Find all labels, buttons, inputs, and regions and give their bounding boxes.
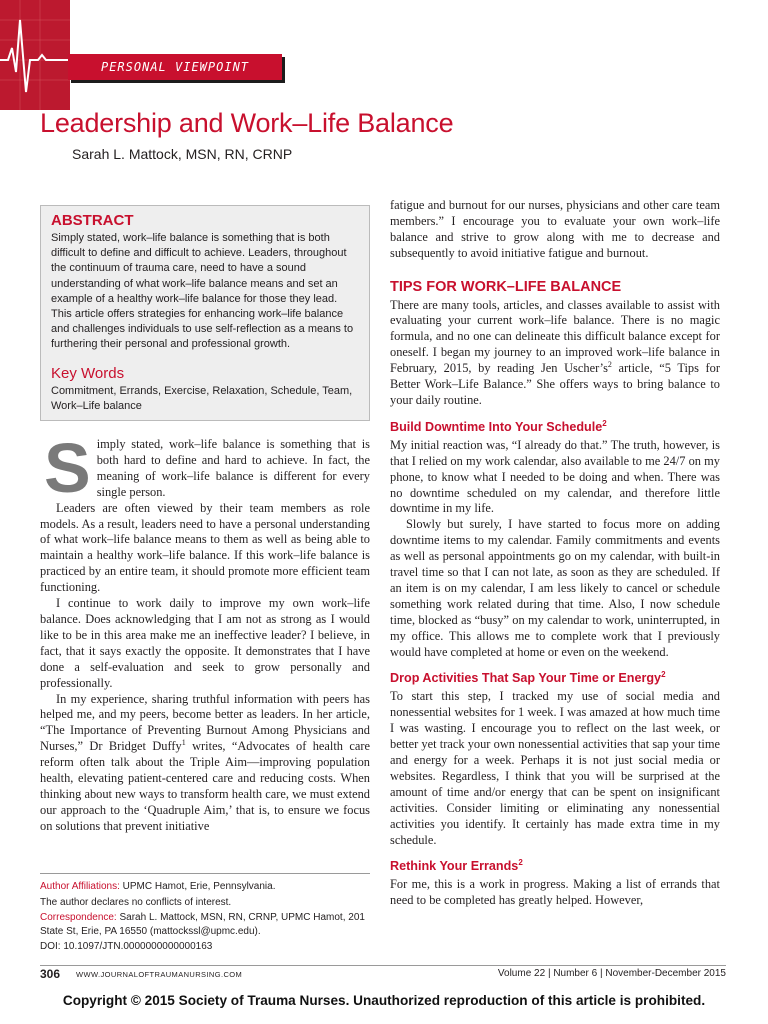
section-heading-tips: TIPS FOR WORK–LIFE BALANCE xyxy=(390,278,622,295)
author-affiliations xyxy=(40,880,375,956)
keywords-text: Commitment, Errands, Exercise, Relaxation, Schedule, Team, Work–Life balance xyxy=(51,384,353,412)
citation-ref: 1 xyxy=(181,738,186,748)
issue-info: Volume 22 | Number 6 | November-December 2015 xyxy=(497,968,726,979)
paragraph: imply stated, work–life balance is something that is both hard to define and hard to achieve. In fact, the meaning of work–life balance is different for every single person. xyxy=(96,437,370,499)
drop-cap: S xyxy=(44,429,91,507)
subheading-downtime: Build Downtime Into Your Schedule$^2$ xyxy=(390,418,607,434)
copyright-notice: Copyright © 2015 Society of Trauma Nurses. Unauthorized reproduction of this article is prohibited. xyxy=(62,993,706,1008)
subheading-drop-activities: Drop Activities That Sap Your Time or Energy$^2$ xyxy=(390,670,666,686)
paragraph: I continue to work daily to improve my own work–life balance. Does acknowledging that I am not as strong as I would like to be in this area make me an ineffective leader? I believe, in fact, that it says exactly the opposite. It demonstrates that I have done a self-evaluation and seek to grow personally and professionally. xyxy=(40,596,370,690)
section-label: PERSONAL VIEWPOINT xyxy=(100,60,250,74)
left-column xyxy=(40,429,370,835)
abstract-text: Simply stated, work–life balance is something that is both difficult to define and difficult to achieve. Leaders, throughout the continuum of trauma care, need to have a sound understanding of what work–life balance means and set an example of a healthy work–life balance for those they lead. This article offers strategies for enhancing work–life balance and challenges individuals to use self-reflection as a means to furthering their personal and professional growth. xyxy=(51,232,354,351)
paragraph: To start this step, I tracked my use of social media and nonessential websites for 1 week. I was amazed at how much time I was wasting. I encourage you to reflect on the last week, or better yet track your own nonessential activities that sap your time and energy for a week. Perhaps it is not just social media or websites. Regardless, I think that you will be surprised at the amount of time and/or energy that can be spent on insignificant activities. Consider limiting or eliminating any nonessential activities you identify. It certainly has made extra time in my schedule. xyxy=(390,689,720,847)
doi: DOI: 10.1097/JTN.0000000000000163 xyxy=(40,941,213,952)
paragraph: fatigue and burnout for our nurses, physicians and other care team members.” I encourage you to evaluate your own work–life balance and strive to grow along with me to decrease and subsequently to avoid initiative fatigue and burnout. xyxy=(390,198,720,260)
conflict-statement: The author declares no conflicts of interest. xyxy=(40,896,232,908)
divider xyxy=(40,873,370,874)
keywords-heading: Key Words xyxy=(51,364,125,382)
paragraph: Leaders are often viewed by their team members as role models. As a result, leaders need to have a personal understanding of what work–life balance means to them as well as being able to maintain a healthy work–life balance. If this work–life balance is practiced by an entire team, it should promote more efficient team functioning. xyxy=(40,500,370,595)
journal-url: WWW.JOURNALOFTRAUMANURSING.COM xyxy=(76,970,243,979)
author-line: Sarah L. Mattock, MSN, RN, CRNP xyxy=(72,146,293,162)
paragraph: My initial reaction was, “I already do that.” The truth, however, is that I relied on my work calendar, also available to me 24/7 on my phone, to know what I needed to be doing and when. There was no downtime scheduled on my calendar, and therefore little downtime in my life. xyxy=(390,437,720,516)
citation-ref: 2 xyxy=(607,360,612,370)
right-column xyxy=(390,198,720,909)
paragraph: Slowly but surely, I have started to focus more on adding downtime items to my calendar. Family commitments and events as well as personal appointments go on my calendar, with built-in travel time so that I can not late, as soon as they are scheduled. If an item is on my calendar, I am less likely to cancel or schedule something work related during that time. Also, I now schedule time, blocked as “busy” on my calendar to work, uninterrupted, in my office. This allows me to complete work that I previously would have completed at home or even on the weekend. xyxy=(390,517,720,659)
abstract-box xyxy=(40,205,370,421)
footer-divider xyxy=(40,965,726,966)
article-title: Leadership and Work–Life Balance xyxy=(40,108,454,138)
page-number: 306 xyxy=(40,967,61,981)
paragraph: For me, this is a work in progress. Making a list of errands that need to be completed has greatly helped. However, xyxy=(390,877,720,908)
affiliation-line: Author Affiliations: UPMC Hamot, Erie, Pennsylvania. xyxy=(40,881,276,892)
paragraph: In my experience, sharing truthful information with peers has helped me, and my peers, become better as leaders. In her article, “The Importance of Preventing Burnout Among Physicians and Nurses,” Dr Bridget Duffy$^1$ writes, “Advocates of health care reform often talk about the Triple Aim—improving population health, elevating patient-centered care and reducing costs. When thinking about new ways to transform health care, we must extend our approach to the ‘Quadruple Aim,’ that is, to ensure we focus on solutions that prevent initiative xyxy=(40,691,370,833)
correspondence: Correspondence: Sarah L. Mattock, MSN, RN, CRNP, UPMC Hamot, 201 State St, Erie, PA 16550 (mattockssl@upmc.edu). xyxy=(40,912,365,937)
abstract-heading: ABSTRACT xyxy=(51,212,134,229)
section-label-band xyxy=(68,54,282,80)
paragraph: There are many tools, articles, and classes available to assist with evaluating your current work–life balance. There is no magic formula, and no one can delineate this difficult balance except for oneself. I began my journey to an improved work–life balance in February, 2015, by reading Jen $Uscher’s^2$ article, “5 Tips for Better Work–Life Balance.” She offers ways to bring balance to your daily routine. xyxy=(390,297,720,407)
heartbeat-decoration-icon xyxy=(0,0,70,110)
subheading-errands: Rethink Your Errands$^2$ xyxy=(390,858,523,874)
